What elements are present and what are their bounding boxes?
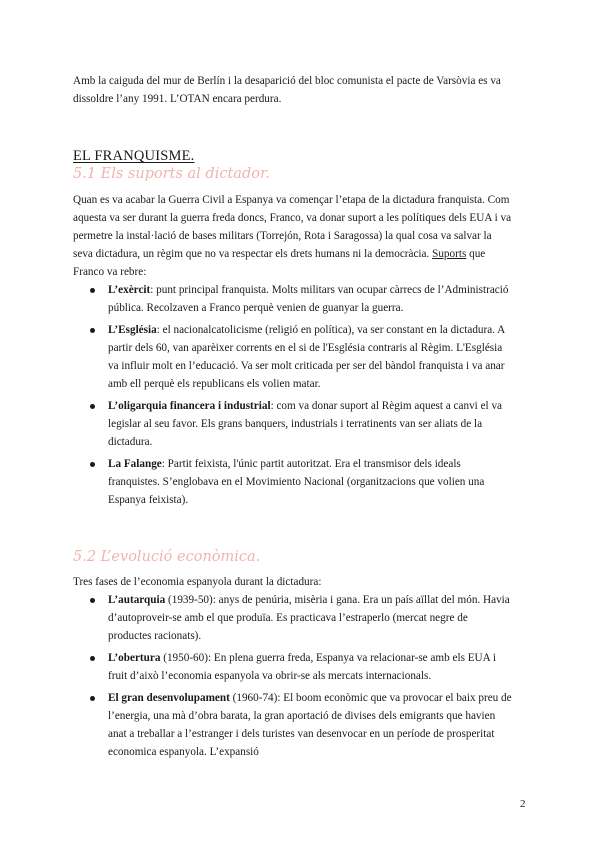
list-item-term: El gran desenvolupament — [108, 692, 230, 704]
list-item-text: : com va donar suport al Règim aquest a canvi el va legislar al seu favor. Els grans banquers, industrials i terratinents van ser aliats de la dictadura. — [108, 400, 503, 448]
list-item-term: La Falange — [108, 458, 162, 470]
section1-text-end: que Franco va rebre: — [73, 248, 486, 278]
list-item — [73, 321, 513, 393]
list-item — [73, 397, 513, 451]
intro-paragraph: Amb la caiguda del mur de Berlín i la desaparició del bloc comunista el pacte de Varsòvia es va dissoldre l’any 1991. L’OTAN encara perdura. — [73, 75, 501, 105]
list-item — [73, 591, 513, 645]
list-item — [73, 455, 513, 509]
section1-text-start: Quan es va acabar la Guerra Civil a Espanya va començar l’etapa de la dictadura franquista. Com aquesta va ser durant la guerra freda doncs, Franco, va donar suport a les polítiques dels EUA i va permetre la instal·lació de bases militars (Torrejón, Rota i Saragossa) la qual cosa va salvar la seva dictadura, un règim que no va respectar els drets humans ni la democràcia. — [73, 194, 512, 260]
list-item-text: : punt principal franquista. Molts militars van ocupar càrrecs de l’Administració pública. Recolzaven a Franco perquè venien de guanyar la guerra. — [108, 284, 509, 314]
section2-paragraph: Tres fases de l’economia espanyola durant la dictadura: — [73, 576, 322, 588]
bullet-icon — [90, 462, 95, 467]
list-item-term: L’exèrcit — [108, 284, 151, 296]
page-number: 2 — [520, 798, 526, 810]
section-heading: EL FRANQUISME. — [73, 148, 195, 164]
list-item-text: : el nacionalcatolicisme (religió en política), va ser constant en la dictadura. A partir dels 60, van aparèixer corrents en el si de l'Església contraris al Règim. L'Església va influir molt en l’educació. Va ser molt criticada per ser del bàndol franquista i va anar amb ell perquè els republicans els volien matar. — [108, 324, 505, 390]
list-item-text: (1960-74): El boom econòmic que va provocar el baix preu de l’energia, una mà d’obra barata, la gran aportació de divises dels emigrants que havien anat a treballar a l’estranger i dels turistes van desenvocar en un període de prosperitat economica espanyola. L’expansió — [108, 692, 512, 758]
list-item-text: (1939-50): anys de penúria, misèria i gana. Era un país aïllat del món. Havia d’autoproveir-se amb el que produïa. Es practicava l’estraperlo (mercat negre de productes racionats). — [108, 594, 510, 642]
section1-paragraph — [73, 191, 513, 281]
suports-link[interactable]: Suports — [432, 248, 467, 260]
bullet-icon — [90, 328, 95, 333]
list-item-term: L’Església — [108, 324, 157, 336]
list-item — [73, 689, 513, 761]
bullet-icon — [90, 656, 95, 661]
subsection-title-2: 5.2 L’evolució econòmica. — [73, 549, 261, 565]
economy-list — [73, 591, 513, 765]
list-item — [73, 649, 513, 685]
bullet-icon — [90, 696, 95, 701]
supports-list — [73, 281, 513, 513]
list-item-text: : Partit feixista, l'únic partit autoritzat. Era el transmisor dels ideals franquistes. S’englobava en el Movimiento Nacional (organitzacions que volien una Espanya feixista). — [108, 458, 485, 506]
list-item-term: L’obertura — [108, 652, 161, 664]
bullet-icon — [90, 404, 95, 409]
list-item — [73, 281, 513, 317]
bullet-icon — [90, 288, 95, 293]
bullet-icon — [90, 598, 95, 603]
subsection-title-1: 5.1 Els suports al dictador. — [73, 166, 270, 182]
list-item-term: L’oligarquia financera i industrial — [108, 400, 271, 412]
list-item-text: (1950-60): En plena guerra freda, Espanya va relacionar-se amb els EUA i fruit d’això l’economia espanyola va obrir-se als mercats internacionals. — [108, 652, 496, 682]
list-item-term: L’autarquia — [108, 594, 166, 606]
